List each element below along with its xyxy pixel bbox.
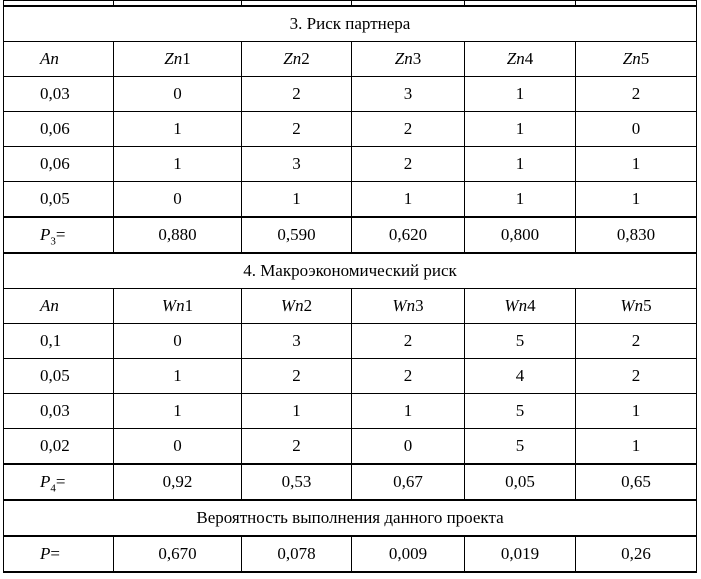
total-value-cell: 0,078 [242,536,352,572]
total-value-cell: 0,67 [352,464,465,500]
total-symbol: P [40,225,51,244]
table-row [4,112,697,147]
header-index: 4 [527,296,536,315]
total-symbol: P [40,472,51,491]
an-value-cell: 0,06 [4,112,114,147]
value-cell: 3 [352,77,465,112]
table-row [4,147,697,182]
total-subscript: 4 [50,482,56,495]
header-index: 3 [415,296,424,315]
header-index: 1 [184,296,194,315]
value-cell: 3 [242,324,352,359]
value-cell: 2 [352,359,465,394]
value-cell: 1 [352,394,465,429]
total-equals: = [55,472,66,491]
value-cell: 2 [242,112,352,147]
total-value-cell: 0,590 [242,217,352,253]
section3-total-row [4,217,697,253]
header-var: Wn [620,296,644,315]
total-value-cell: 0,92 [114,464,242,500]
value-cell: 0 [114,77,242,112]
value-cell: 2 [352,324,465,359]
an-value-cell: 0,05 [4,359,114,394]
an-value-cell: 0,05 [4,182,114,218]
value-cell: 0 [576,112,697,147]
header-var: Wn [280,296,304,315]
value-cell: 3 [242,147,352,182]
header-cell [352,42,465,77]
an-value-cell: 0,06 [4,147,114,182]
header-var: Zn [283,49,302,68]
value-cell: 0 [114,429,242,465]
table-row [4,429,697,465]
total-equals: = [55,225,66,244]
value-cell: 0 [114,324,242,359]
value-cell: 5 [465,429,576,465]
total-value-cell: 0,800 [465,217,576,253]
table-row [4,359,697,394]
total-value-cell: 0,019 [465,536,576,572]
value-cell: 1 [242,394,352,429]
value-cell: 1 [465,112,576,147]
header-var: Wn [392,296,416,315]
header-index: 3 [412,49,422,68]
header-index: 5 [643,296,652,315]
total-value-cell: 0,65 [576,464,697,500]
header-cell [242,42,352,77]
value-cell: 5 [465,324,576,359]
value-cell: 2 [242,429,352,465]
an-value-cell: 0,1 [4,324,114,359]
total-value-cell: 0,880 [114,217,242,253]
value-cell: 1 [576,147,697,182]
final-total-row [4,536,697,572]
header-an-cell: An [4,289,114,324]
section-title: 4. Макроэкономический риск [4,253,697,289]
section4-header-row [4,289,697,324]
value-cell: 1 [576,394,697,429]
value-cell: 2 [352,112,465,147]
total-symbol: P [40,544,51,563]
total-label-cell [4,464,114,500]
an-value-cell: 0,02 [4,429,114,465]
total-value-cell: 0,53 [242,464,352,500]
section3-title-row [4,6,697,42]
table-row [4,394,697,429]
value-cell: 1 [114,112,242,147]
header-index: 5 [640,49,650,68]
value-cell: 2 [242,359,352,394]
header-var: Zn [622,49,641,68]
header-index: 1 [182,49,191,68]
header-cell [114,289,242,324]
header-cell [576,42,697,77]
header-var: Zn [164,49,183,68]
section3-header-row [4,42,697,77]
header-cell [352,289,465,324]
value-cell: 1 [465,77,576,112]
header-cell [242,289,352,324]
value-cell: 1 [465,147,576,182]
header-an-cell: An [4,42,114,77]
total-value-cell: 0,620 [352,217,465,253]
value-cell: 2 [576,359,697,394]
value-cell: 1 [114,359,242,394]
total-value-cell: 0,009 [352,536,465,572]
value-cell: 2 [576,77,697,112]
header-var: Wn [161,296,185,315]
risk-table-body [4,1,697,573]
an-value-cell: 0,03 [4,394,114,429]
value-cell: 1 [242,182,352,218]
value-cell: 0 [114,182,242,218]
header-var: Zn [394,49,413,68]
header-cell [465,42,576,77]
total-value-cell: 0,05 [465,464,576,500]
total-value-cell: 0,670 [114,536,242,572]
value-cell: 4 [465,359,576,394]
header-index: 2 [303,296,313,315]
header-cell [114,42,242,77]
header-var: Wn [504,296,528,315]
an-value-cell: 0,03 [4,77,114,112]
value-cell: 1 [576,429,697,465]
header-index: 4 [524,49,534,68]
value-cell: 1 [352,182,465,218]
value-cell: 1 [114,394,242,429]
total-equals: = [50,544,60,563]
final-title: Вероятность выполнения данного проекта [4,500,697,536]
section4-title-row [4,253,697,289]
value-cell: 2 [576,324,697,359]
final-title-row [4,500,697,536]
header-cell [465,289,576,324]
table-row [4,182,697,218]
section-title: 3. Риск партнера [4,6,697,42]
value-cell: 1 [576,182,697,218]
value-cell: 2 [352,147,465,182]
section4-total-row [4,464,697,500]
value-cell: 2 [242,77,352,112]
value-cell: 1 [114,147,242,182]
total-value-cell: 0,26 [576,536,697,572]
risk-table-sheet [3,0,696,573]
header-cell [576,289,697,324]
value-cell: 5 [465,394,576,429]
table-row [4,77,697,112]
table-row [4,324,697,359]
total-value-cell: 0,830 [576,217,697,253]
value-cell: 1 [465,182,576,218]
header-var: Zn [506,49,525,68]
total-subscript: 3 [50,235,56,248]
total-label-cell [4,536,114,572]
value-cell: 0 [352,429,465,465]
risk-table [3,0,697,573]
header-index: 2 [301,49,310,68]
total-label-cell [4,217,114,253]
